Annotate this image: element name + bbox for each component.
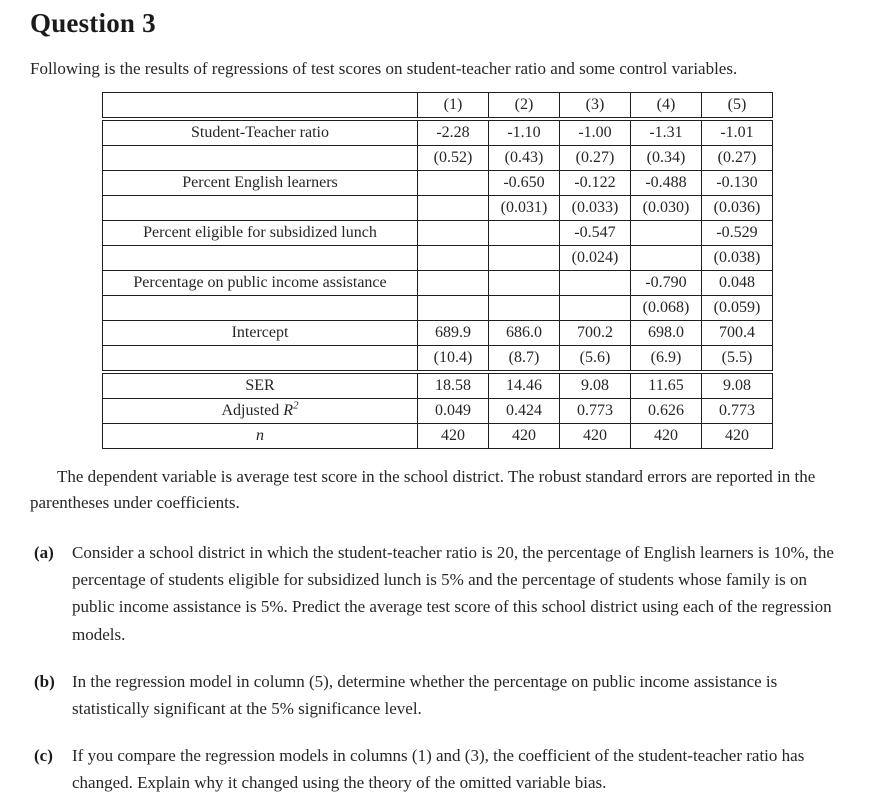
row-label-cell (103, 221, 418, 246)
value-cell: 0.626 (631, 399, 702, 424)
header-column-label: (3) (560, 93, 631, 118)
row-label-text: Student-Teacher ratio (191, 124, 329, 141)
value-cell: (0.27) (702, 146, 773, 171)
value-cell (631, 221, 702, 246)
coefficient-row (103, 121, 773, 146)
coefficient-row (103, 221, 773, 246)
value-cell: (0.031) (489, 196, 560, 221)
regression-results-table (102, 92, 774, 449)
statistic-row (103, 374, 773, 399)
value-cell (418, 196, 489, 221)
question-text: In the regression model in column (5), determine whether the percentage on public income assistance is statistically significant at the 5% significance level. (72, 671, 778, 718)
coefficient-row (103, 321, 773, 346)
table-statistics-block (102, 373, 773, 449)
value-cell: 9.08 (560, 374, 631, 399)
value-cell: -1.01 (702, 121, 773, 146)
value-cell: (8.7) (489, 346, 560, 371)
value-cell: 11.65 (631, 374, 702, 399)
value-cell: (5.6) (560, 346, 631, 371)
question-text: If you compare the regression models in columns (1) and (3), the coefficient of the student-teacher ratio has changed. Explain why it changed using the theory of the omitted variable bias. (72, 746, 805, 793)
intro-text: Following is the results of regressions of test scores on student-teacher ratio and some control variables. (30, 59, 738, 78)
question-item-c (30, 742, 852, 795)
question-marker: (c) (34, 746, 53, 766)
value-cell: 686.0 (489, 321, 560, 346)
value-cell: 14.46 (489, 374, 560, 399)
value-cell: 18.58 (418, 374, 489, 399)
value-cell: 420 (702, 424, 773, 449)
question-item-b (30, 668, 852, 722)
value-cell: -0.650 (489, 171, 560, 196)
value-cell (560, 271, 631, 296)
value-cell (560, 296, 631, 321)
value-cell: 0.424 (489, 399, 560, 424)
header-column-label: (1) (418, 93, 489, 118)
value-cell: 0.773 (702, 399, 773, 424)
table-header-row (103, 93, 773, 118)
value-cell: -0.790 (631, 271, 702, 296)
value-cell: (0.033) (560, 196, 631, 221)
value-cell: (0.036) (702, 196, 773, 221)
row-label-cell (103, 246, 418, 271)
value-cell: (0.024) (560, 246, 631, 271)
row-label-text: Percentage on public income assistance (133, 274, 387, 291)
value-cell: -0.122 (560, 171, 631, 196)
value-cell: -0.547 (560, 221, 631, 246)
header-column-label: (4) (631, 93, 702, 118)
question-marker: (b) (34, 671, 55, 691)
row-label-cell (103, 121, 418, 146)
value-cell (489, 246, 560, 271)
statistic-row (103, 424, 773, 449)
value-cell: (6.9) (631, 346, 702, 371)
value-cell (631, 246, 702, 271)
value-cell: 420 (560, 424, 631, 449)
value-cell: -2.28 (418, 121, 489, 146)
value-cell: -1.00 (560, 121, 631, 146)
value-cell: -1.10 (489, 121, 560, 146)
row-label-text: Percent English learners (182, 174, 338, 191)
row-label-cell (103, 146, 418, 171)
coefficient-row (103, 196, 773, 221)
value-cell: -0.488 (631, 171, 702, 196)
header-empty-cell (103, 93, 418, 118)
row-label-cell (103, 196, 418, 221)
value-cell: (0.068) (631, 296, 702, 321)
row-label-text: Intercept (231, 324, 289, 341)
row-label-cell (103, 321, 418, 346)
coefficient-row (103, 246, 773, 271)
statistic-row (103, 399, 773, 424)
coefficient-row (103, 271, 773, 296)
row-label-text: Percent eligible for subsidized lunch (143, 224, 377, 241)
row-label-text: R (283, 402, 294, 419)
value-cell (489, 221, 560, 246)
value-cell: 689.9 (418, 321, 489, 346)
row-label-text: SER (245, 377, 275, 394)
value-cell: 9.08 (702, 374, 773, 399)
row-label-cell (103, 346, 418, 371)
row-label-cell (103, 296, 418, 321)
value-cell: (0.52) (418, 146, 489, 171)
value-cell: 0.048 (702, 271, 773, 296)
value-cell: -1.31 (631, 121, 702, 146)
value-cell (418, 221, 489, 246)
value-cell: 700.4 (702, 321, 773, 346)
row-label-cell (103, 374, 418, 399)
coefficient-row (103, 171, 773, 196)
value-cell: (10.4) (418, 346, 489, 371)
question-item-a (30, 539, 852, 648)
page-title: Question 3 (30, 8, 156, 38)
coefficient-row (103, 296, 773, 321)
question-marker: (a) (34, 543, 54, 562)
row-label-text: n (256, 427, 264, 444)
row-label-cell (103, 424, 418, 449)
value-cell (418, 246, 489, 271)
value-cell (418, 296, 489, 321)
value-cell: 420 (489, 424, 560, 449)
value-cell (489, 296, 560, 321)
value-cell: 698.0 (631, 321, 702, 346)
value-cell (418, 271, 489, 296)
value-cell: 0.049 (418, 399, 489, 424)
row-label-cell (103, 171, 418, 196)
value-cell: 420 (418, 424, 489, 449)
value-cell (489, 271, 560, 296)
value-cell: 0.773 (560, 399, 631, 424)
value-cell (418, 171, 489, 196)
question-list (30, 539, 850, 795)
coefficient-row (103, 346, 773, 371)
table-note: The dependent variable is average test score in the school district. The robust standard errors are reported in the parentheses under coefficients. (30, 467, 816, 512)
header-column-label: (2) (489, 93, 560, 118)
row-label-cell (103, 271, 418, 296)
value-cell: (0.030) (631, 196, 702, 221)
row-label-text: Adjusted (221, 402, 284, 419)
value-cell: 700.2 (560, 321, 631, 346)
row-label-text: 2 (293, 399, 299, 412)
value-cell: (0.059) (702, 296, 773, 321)
value-cell: (0.43) (489, 146, 560, 171)
value-cell: 420 (631, 424, 702, 449)
coefficient-row (103, 146, 773, 171)
row-label-cell (103, 399, 418, 424)
question-text: Consider a school district in which the student-teacher ratio is 20, the percentage of English learners is 10%, the percentage of students eligible for subsidized lunch is 5% and the percentage of students whose family is on public income assistance is 5%. Predict the average test score of this school district using each of the regression models. (72, 543, 834, 644)
header-column-label: (5) (702, 93, 773, 118)
table-coefficients-block (102, 120, 773, 371)
table-header-block (102, 92, 773, 118)
value-cell: (5.5) (702, 346, 773, 371)
value-cell: (0.038) (702, 246, 773, 271)
value-cell: (0.34) (631, 146, 702, 171)
value-cell: -0.130 (702, 171, 773, 196)
value-cell: -0.529 (702, 221, 773, 246)
value-cell: (0.27) (560, 146, 631, 171)
